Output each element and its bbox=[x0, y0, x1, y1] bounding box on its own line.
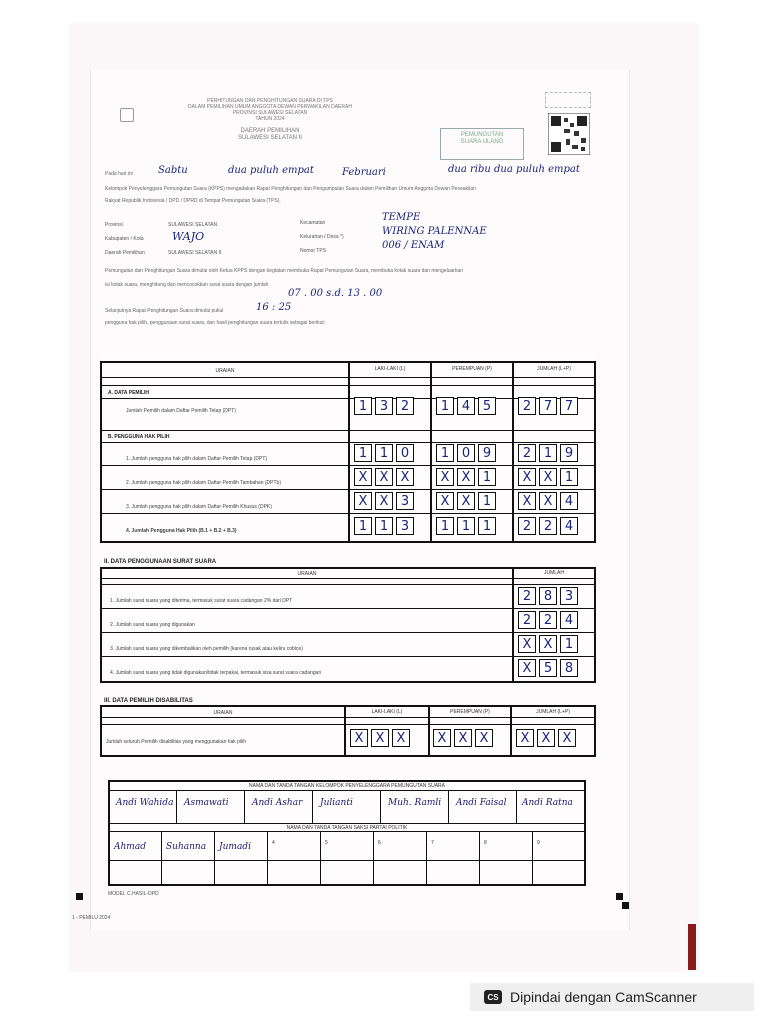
col-divider bbox=[479, 832, 480, 886]
row-divider bbox=[100, 656, 596, 657]
ballots-unused-boxes bbox=[518, 659, 578, 677]
registration-mark bbox=[616, 893, 623, 900]
header-line: TAHUN 2024 bbox=[255, 116, 285, 122]
dpt-female-boxes bbox=[436, 397, 496, 415]
time-text: Pemungutan dan Penghitungan Suara dimulai oleh Ketua KPPS dengan kegiatan membuka Rapat Pemungutan Suara, membuka kotak suara dan mengeluarkan bbox=[105, 268, 464, 274]
ballots-received-boxes bbox=[518, 587, 578, 605]
col-jumlah: JUMLAH bbox=[543, 570, 564, 576]
col-jumlah: JUMLAH (L+P) bbox=[537, 366, 571, 372]
row-divider bbox=[100, 717, 596, 718]
digit-box: X bbox=[539, 468, 557, 486]
saksi-signature: Jumadi bbox=[219, 842, 251, 852]
digit-box: 3 bbox=[375, 397, 393, 415]
qr-code-icon bbox=[548, 113, 590, 155]
kpps-signature-title: NAMA DAN TANDA TANGAN KELOMPOK PENYELENGGARA PEMUNGUTAN SUARA bbox=[249, 783, 445, 789]
digit-box: 2 bbox=[539, 517, 557, 535]
digit-box: X bbox=[436, 468, 454, 486]
b2-total-boxes bbox=[518, 468, 578, 486]
camscanner-icon: CS bbox=[484, 990, 502, 1004]
row-divider bbox=[100, 489, 596, 490]
body-text: Rakyat Republik Indonesia / DPD / DPRD di Tempat Pemungutan Suara (TPS). bbox=[105, 198, 281, 204]
row-divider bbox=[100, 724, 596, 725]
row-divider bbox=[108, 823, 586, 824]
registration-mark bbox=[622, 902, 629, 909]
provinsi-value: SULAWESI SELATAN bbox=[168, 222, 218, 228]
digit-box: 2 bbox=[539, 611, 557, 629]
col-divider bbox=[267, 832, 268, 886]
kpps-signature: Andi Faisal bbox=[456, 798, 507, 808]
digit-box: 4 bbox=[560, 492, 578, 510]
time-text: pengguna hak pilih, penggunaan surat suara, dan hasil penghitungan suara tertulis sebagai berikut: bbox=[105, 320, 326, 326]
digit-box: 1 bbox=[354, 397, 372, 415]
digit-box: X bbox=[518, 492, 536, 510]
digit-box: 7 bbox=[539, 397, 557, 415]
digit-box: 1 bbox=[436, 397, 454, 415]
saksi-number: 4 bbox=[272, 840, 275, 846]
digit-box: 8 bbox=[539, 587, 557, 605]
kpps-signature: Muh. Ramli bbox=[388, 798, 442, 808]
row-label: 3. Jumlah pengguna hak pilih dalam Daftar Pemilih Khusus (DPK) bbox=[126, 504, 272, 510]
section-3-title: III. DATA PEMILIH DISABILITAS bbox=[104, 698, 193, 704]
digit-box: X bbox=[518, 659, 536, 677]
day-value: Sabtu bbox=[158, 165, 188, 176]
header-line: SULAWESI SELATAN II bbox=[238, 135, 302, 141]
row-label: 4. Jumlah surat suara yang tidak digunakan/tidak terpakai, termasuk sisa surat suara cadangan bbox=[110, 670, 322, 676]
digit-box: 1 bbox=[539, 444, 557, 462]
date-value: dua puluh empat bbox=[228, 165, 314, 176]
digit-box: X bbox=[396, 468, 414, 486]
year-value: dua ribu dua puluh empat bbox=[448, 164, 580, 175]
digit-box: 0 bbox=[457, 444, 475, 462]
saksi-number: 7 bbox=[431, 840, 434, 846]
tps-value: 006 / ENAM bbox=[382, 240, 445, 251]
vote-time-value: 07 . 00 s.d. 13 . 00 bbox=[288, 288, 383, 299]
row-label: 2. Jumlah pengguna hak pilih dalam Daftar Pemilih Tambahan (DPTb) bbox=[126, 480, 281, 486]
col-laki: LAKI-LAKI (L) bbox=[371, 709, 403, 715]
digit-box: 8 bbox=[560, 659, 578, 677]
col-jumlah: JUMLAH (L+P) bbox=[536, 709, 570, 715]
row-label: Jumlah seluruh Pemilih disabilitas yang menggunakan hak pilih bbox=[106, 739, 247, 745]
form-code-box bbox=[545, 92, 591, 108]
digit-box: X bbox=[375, 468, 393, 486]
month-value: Februari bbox=[342, 167, 386, 178]
kabupaten-label: Kabupaten / Kota bbox=[105, 236, 144, 242]
b1-total-boxes bbox=[518, 444, 578, 462]
row-divider bbox=[100, 377, 596, 378]
digit-box: X bbox=[518, 635, 536, 653]
digit-box: 9 bbox=[478, 444, 496, 462]
tps-label: Nomor TPS bbox=[300, 248, 327, 254]
form-footer-note: MODEL C.HASIL-DPD bbox=[108, 891, 159, 897]
digit-box: 1 bbox=[354, 444, 372, 462]
digit-box: X bbox=[518, 468, 536, 486]
dapil-value: SULAWESI SELATAN II bbox=[168, 250, 222, 256]
row-divider bbox=[108, 790, 586, 791]
col-perempuan: PEREMPUAN (P) bbox=[452, 366, 492, 372]
kabupaten-value: WAJO bbox=[172, 230, 205, 243]
digit-box: 2 bbox=[518, 517, 536, 535]
digit-box: X bbox=[457, 492, 475, 510]
digit-box: X bbox=[375, 492, 393, 510]
row-divider bbox=[100, 578, 596, 579]
row-divider bbox=[100, 608, 596, 609]
digit-box: 5 bbox=[478, 397, 496, 415]
row-divider bbox=[100, 430, 596, 431]
row-label: 4. Jumlah Pengguna Hak Pilih (B.1 + B.2 + B.3) bbox=[126, 528, 237, 534]
digit-box: 1 bbox=[375, 517, 393, 535]
b4-total-boxes bbox=[518, 517, 578, 535]
row-divider bbox=[108, 831, 586, 832]
row-divider bbox=[100, 513, 596, 514]
date-prefix: Pada hari ini bbox=[105, 171, 133, 177]
digit-box: X bbox=[454, 729, 472, 747]
col-divider bbox=[320, 832, 321, 886]
stamp-line: PEMUNGUTAN bbox=[460, 132, 504, 138]
digit-box: X bbox=[457, 468, 475, 486]
digit-box: 4 bbox=[457, 397, 475, 415]
registration-mark bbox=[76, 893, 83, 900]
saksi-number: 9 bbox=[537, 840, 540, 846]
digit-box: 1 bbox=[478, 517, 496, 535]
recount-stamp bbox=[440, 128, 524, 160]
col-uraian: URAIAN bbox=[297, 571, 317, 577]
kpps-signature: Julianti bbox=[320, 798, 353, 808]
camscanner-label: Dipindai dengan CamScanner bbox=[510, 989, 697, 1005]
saksi-signature: Suhanna bbox=[166, 842, 207, 852]
b3-male-boxes bbox=[354, 492, 414, 510]
col-divider bbox=[516, 791, 517, 823]
saksi-signature: Ahmad bbox=[114, 842, 146, 852]
section-2-title: II. DATA PENGGUNAAN SURAT SUARA bbox=[104, 559, 217, 565]
b2-female-boxes bbox=[436, 468, 496, 486]
dapil-label: Daerah Pemilihan bbox=[105, 250, 145, 256]
kecamatan-value: TEMPE bbox=[382, 212, 421, 223]
b1-male-boxes bbox=[354, 444, 414, 462]
camscanner-badge bbox=[470, 983, 754, 1011]
digit-box: 9 bbox=[560, 444, 578, 462]
col-divider bbox=[161, 832, 162, 886]
digit-box: 5 bbox=[539, 659, 557, 677]
row-divider bbox=[100, 385, 596, 386]
provinsi-label: Provinsi bbox=[105, 222, 123, 228]
col-divider bbox=[176, 791, 177, 823]
digit-box: 3 bbox=[560, 587, 578, 605]
stamp-line: SUARA ULANG bbox=[460, 139, 504, 145]
col-divider bbox=[348, 361, 350, 543]
disability-total-boxes bbox=[516, 729, 576, 747]
digit-box: X bbox=[371, 729, 389, 747]
kpps-signature: Asmawati bbox=[184, 798, 229, 808]
col-divider bbox=[512, 361, 514, 543]
col-uraian: URAIAN bbox=[213, 710, 233, 716]
digit-box: X bbox=[558, 729, 576, 747]
col-divider bbox=[214, 832, 215, 886]
row-divider bbox=[100, 632, 596, 633]
subsection-a: A. DATA PEMILIH bbox=[108, 390, 150, 396]
b4-female-boxes bbox=[436, 517, 496, 535]
form-bottom-note: 1 - PEMILU 2024 bbox=[72, 915, 111, 921]
digit-box: 2 bbox=[518, 397, 536, 415]
ballots-returned-boxes bbox=[518, 635, 578, 653]
disability-male-boxes bbox=[350, 729, 410, 747]
col-divider bbox=[244, 791, 245, 823]
saksi-number: 5 bbox=[325, 840, 328, 846]
saksi-number: 8 bbox=[484, 840, 487, 846]
row-divider bbox=[100, 465, 596, 466]
digit-box: X bbox=[354, 492, 372, 510]
b1-female-boxes bbox=[436, 444, 496, 462]
digit-box: X bbox=[537, 729, 555, 747]
digit-box: 1 bbox=[436, 517, 454, 535]
col-divider bbox=[448, 791, 449, 823]
kpps-signature: Andi Ratna bbox=[522, 798, 573, 808]
digit-box: X bbox=[433, 729, 451, 747]
col-divider bbox=[532, 832, 533, 886]
digit-box: 1 bbox=[457, 517, 475, 535]
kpps-signature: Andi Ashar bbox=[252, 798, 303, 808]
signature-table bbox=[108, 780, 586, 886]
digit-box: X bbox=[539, 492, 557, 510]
dpt-male-boxes bbox=[354, 397, 414, 415]
digit-box: X bbox=[392, 729, 410, 747]
col-divider bbox=[312, 791, 313, 823]
digit-box: X bbox=[354, 468, 372, 486]
col-laki: LAKI-LAKI (L) bbox=[374, 366, 406, 372]
digit-box: X bbox=[475, 729, 493, 747]
digit-box: 3 bbox=[396, 492, 414, 510]
kecamatan-label: Kecamatan bbox=[300, 220, 326, 226]
body-text: Kelompok Penyelenggara Pemungutan Suara (KPPS) mengadakan Rapat Penghitungan dan Pengumpulan Suara dalam Pemilihan Umum Anggota Dewan Perwakilan bbox=[105, 186, 476, 192]
row-label: 1. Jumlah surat suara yang diterima, termasuk surat suara cadangan 2% dari DPT bbox=[110, 598, 293, 604]
digit-box: 1 bbox=[560, 635, 578, 653]
digit-box: X bbox=[436, 492, 454, 510]
disability-female-boxes bbox=[433, 729, 493, 747]
digit-box: 1 bbox=[478, 468, 496, 486]
digit-box: X bbox=[350, 729, 368, 747]
col-uraian: URAIAN bbox=[215, 368, 235, 374]
col-divider bbox=[373, 832, 374, 886]
digit-box: 2 bbox=[396, 397, 414, 415]
row-divider bbox=[100, 442, 596, 443]
digit-box: 1 bbox=[375, 444, 393, 462]
row-label: 3. Jumlah surat suara yang dikembalikan oleh pemilih (karena rusak atau keliru coblos) bbox=[110, 646, 303, 652]
time-text: isi kotak suara, menghitung dan mencocokkan surat suara dengan jumlah bbox=[105, 282, 269, 288]
digit-box: 1 bbox=[436, 444, 454, 462]
digit-box: X bbox=[516, 729, 534, 747]
ballots-used-boxes bbox=[518, 611, 578, 629]
row-divider bbox=[108, 860, 586, 861]
col-perempuan: PEREMPUAN (P) bbox=[450, 709, 490, 715]
digit-box: 7 bbox=[560, 397, 578, 415]
col-divider bbox=[380, 791, 381, 823]
digit-box: 2 bbox=[518, 444, 536, 462]
digit-box: 1 bbox=[478, 492, 496, 510]
digit-box: 1 bbox=[354, 517, 372, 535]
subsection-b: B. PENGGUNA HAK PILIH bbox=[108, 434, 170, 440]
kelurahan-value: WIRING PALENNAE bbox=[382, 226, 487, 237]
digit-box: 0 bbox=[396, 444, 414, 462]
kpps-signature: Andi Wahida bbox=[116, 798, 174, 808]
kelurahan-label: Kelurahan / Desa *) bbox=[300, 234, 344, 240]
saksi-number: 6 bbox=[378, 840, 381, 846]
row-label: Jumlah Pemilih dalam Daftar Pemilih Tetap (DPT) bbox=[126, 408, 236, 414]
b3-female-boxes bbox=[436, 492, 496, 510]
header-line: DAERAH PEMILIHAN bbox=[240, 128, 300, 134]
time-text: Selanjutnya Rapat Penghitungan Suara dimulai pukul bbox=[105, 308, 224, 314]
digit-box: 4 bbox=[560, 517, 578, 535]
col-divider bbox=[430, 361, 432, 543]
b3-total-boxes bbox=[518, 492, 578, 510]
row-divider bbox=[100, 584, 596, 585]
digit-box: 2 bbox=[518, 611, 536, 629]
form-header bbox=[110, 98, 430, 142]
digit-box: 1 bbox=[560, 468, 578, 486]
row-label: 2. Jumlah surat suara yang digunakan bbox=[110, 622, 195, 628]
saksi-signature-title: NAMA DAN TANDA TANGAN SAKSI PARTAI POLITIK bbox=[286, 825, 408, 831]
digit-box: X bbox=[539, 635, 557, 653]
header-line: PROVINSI SULAWESI SELATAN bbox=[232, 110, 308, 116]
digit-box: 2 bbox=[518, 587, 536, 605]
red-edge-strip bbox=[688, 924, 696, 970]
count-start-value: 16 : 25 bbox=[256, 302, 292, 313]
col-divider bbox=[426, 832, 427, 886]
b2-male-boxes bbox=[354, 468, 414, 486]
dpt-total-boxes bbox=[518, 397, 578, 415]
digit-box: 3 bbox=[396, 517, 414, 535]
row-label: 1. Jumlah pengguna hak pilih dalam Daftar Pemilih Tetap (DPT) bbox=[126, 456, 268, 462]
digit-box: 4 bbox=[560, 611, 578, 629]
b4-male-boxes bbox=[354, 517, 414, 535]
header-line: PERHITUNGAN DAN PENGHITUNGAN SUARA DI TPS bbox=[207, 98, 333, 104]
header-line: DALAM PEMILIHAN UMUM ANGGOTA DEWAN PERWAKILAN DAERAH bbox=[188, 104, 352, 110]
